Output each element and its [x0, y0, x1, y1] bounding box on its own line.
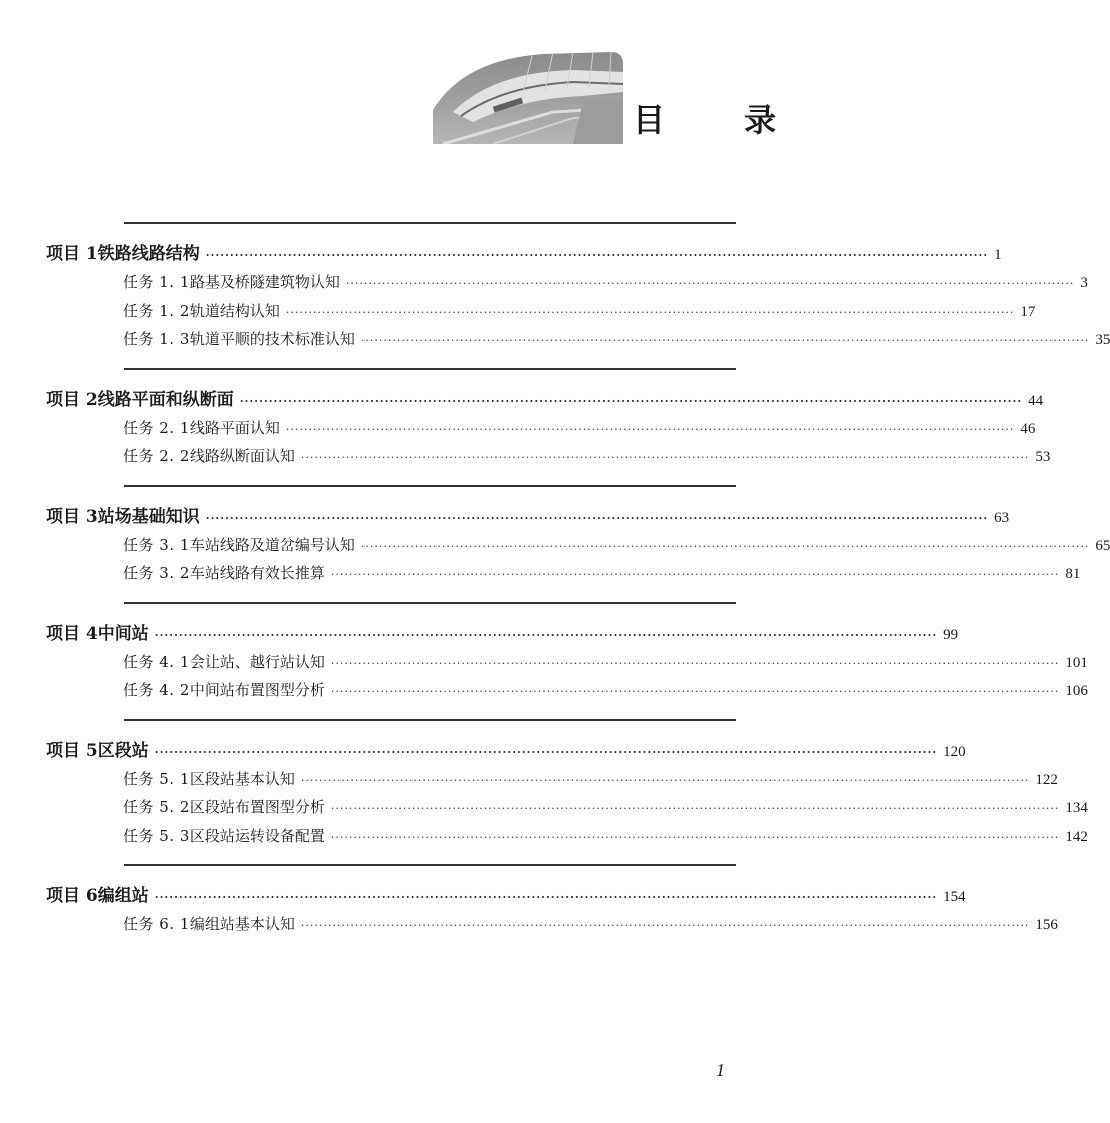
task-page-number: 53 [1035, 449, 1051, 465]
task-title: 车站线路及道岔编号认知 [189, 535, 355, 554]
task-title: 车站线路有效长推算 [189, 564, 325, 582]
toc-task-entry[interactable] [46, 825, 1088, 854]
dot-leader [155, 891, 937, 904]
task-page-number: 3 [1080, 275, 1088, 291]
section-divider [124, 602, 736, 604]
toc-project-entry[interactable] [46, 881, 966, 909]
task-title: 区段站运转设备配置 [189, 826, 325, 845]
page-title: 目 录 [633, 101, 811, 139]
task-page-number: 134 [1065, 800, 1088, 816]
project-page-number: 44 [1028, 392, 1044, 409]
project-page-number: 120 [943, 743, 966, 760]
dot-leader [206, 249, 988, 262]
task-number: 任务 1. 3 [123, 330, 190, 348]
project-page-number: 99 [943, 626, 959, 643]
task-page-number: 142 [1065, 828, 1088, 845]
project-number: 项目 6 [46, 886, 98, 906]
project-title: 铁路线路结构 [97, 244, 200, 264]
toc-task-entry[interactable] [46, 417, 1036, 446]
task-title: 区段站布置图型分析 [189, 798, 325, 816]
toc-project-entry[interactable] [46, 239, 1002, 267]
project-number: 项目 4 [46, 623, 98, 644]
task-number: 任务 5. 1 [123, 769, 190, 788]
project-page-number: 154 [943, 889, 966, 905]
task-title: 路基及桥隧建筑物认知 [189, 273, 340, 291]
toc-task-entry[interactable] [46, 534, 1110, 563]
toc-project-entry[interactable] [46, 502, 1010, 530]
task-title: 线路平面认知 [189, 418, 280, 437]
table-of-contents [46, 222, 1110, 953]
dot-leader [331, 685, 1059, 698]
dot-leader [331, 657, 1059, 670]
task-number: 任务 4. 1 [123, 652, 190, 671]
dot-leader [155, 746, 937, 759]
toc-task-entry[interactable] [46, 651, 1088, 680]
task-page-number: 46 [1020, 420, 1036, 437]
project-number: 项目 3 [46, 506, 98, 527]
dot-leader [361, 334, 1089, 347]
task-page-number: 106 [1065, 683, 1088, 699]
dot-leader [331, 802, 1059, 815]
dot-leader [206, 512, 988, 525]
toc-project-group [46, 239, 1110, 368]
toc-task-entry[interactable] [46, 562, 1081, 591]
toc-project-group [46, 881, 1058, 953]
task-page-number: 81 [1065, 566, 1081, 582]
project-number: 项目 5 [46, 740, 98, 761]
dot-leader [301, 919, 1029, 932]
toc-task-entry[interactable] [46, 913, 1058, 942]
toc-task-entry[interactable] [46, 328, 1110, 357]
section-divider [124, 864, 736, 866]
task-number: 任务 5. 2 [123, 798, 190, 816]
toc-task-entry[interactable] [46, 300, 1036, 329]
section-divider [124, 719, 736, 721]
dot-leader [301, 774, 1029, 787]
task-number: 任务 3. 2 [123, 564, 190, 582]
train-header-image [433, 52, 623, 144]
task-page-number: 17 [1020, 303, 1036, 320]
toc-project-entry[interactable] [46, 619, 959, 647]
project-title: 线路平面和纵断面 [97, 389, 234, 410]
project-title: 编组站 [97, 886, 149, 906]
toc-task-entry[interactable] [46, 679, 1088, 708]
dot-leader [240, 395, 1022, 408]
project-title: 区段站 [97, 740, 149, 761]
toc-project-entry[interactable] [46, 736, 966, 764]
toc-task-entry[interactable] [46, 768, 1058, 797]
task-page-number: 156 [1035, 917, 1058, 933]
toc-project-group [46, 502, 1110, 602]
task-title: 中间站布置图型分析 [189, 681, 325, 699]
task-number: 任务 6. 1 [123, 915, 190, 933]
task-title: 会让站、越行站认知 [189, 652, 325, 671]
dot-leader [301, 451, 1029, 464]
task-page-number: 122 [1035, 771, 1058, 788]
task-title: 轨道平顺的技术标准认知 [189, 330, 355, 348]
section-divider [124, 222, 736, 224]
dot-leader [155, 629, 937, 642]
project-page-number: 63 [994, 509, 1010, 526]
toc-task-entry[interactable] [46, 796, 1088, 825]
dot-leader [286, 306, 1014, 319]
page-number: 1 [716, 1060, 725, 1080]
section-divider [124, 368, 736, 370]
task-page-number: 101 [1065, 654, 1088, 671]
task-number: 任务 4. 2 [123, 681, 190, 699]
section-divider [124, 485, 736, 487]
task-number: 任务 3. 1 [123, 535, 190, 554]
task-page-number: 65 [1095, 537, 1110, 554]
task-number: 任务 5. 3 [123, 826, 190, 845]
toc-project-group [46, 736, 1088, 865]
task-number: 任务 2. 2 [123, 447, 190, 465]
task-number: 任务 1. 2 [123, 301, 190, 320]
dot-leader [346, 277, 1074, 290]
dot-leader [286, 423, 1014, 436]
dot-leader [331, 831, 1059, 844]
toc-project-group [46, 619, 1088, 719]
task-title: 编组站基本认知 [189, 915, 295, 933]
task-number: 任务 1. 1 [123, 273, 190, 291]
task-title: 区段站基本认知 [189, 769, 295, 788]
toc-project-entry[interactable] [46, 385, 1044, 413]
dot-leader [361, 540, 1089, 553]
dot-leader [331, 568, 1059, 581]
toc-project-group [46, 385, 1051, 485]
toc-task-entry[interactable] [46, 271, 1088, 300]
task-number: 任务 2. 1 [123, 418, 190, 437]
task-title: 线路纵断面认知 [189, 447, 295, 465]
project-number: 项目 2 [46, 389, 98, 410]
project-title: 中间站 [97, 623, 149, 644]
task-title: 轨道结构认知 [189, 301, 280, 320]
project-number: 项目 1 [46, 244, 98, 264]
project-page-number: 1 [994, 247, 1002, 263]
toc-task-entry[interactable] [46, 445, 1051, 474]
project-title: 站场基础知识 [97, 506, 200, 527]
task-page-number: 35 [1095, 332, 1110, 348]
